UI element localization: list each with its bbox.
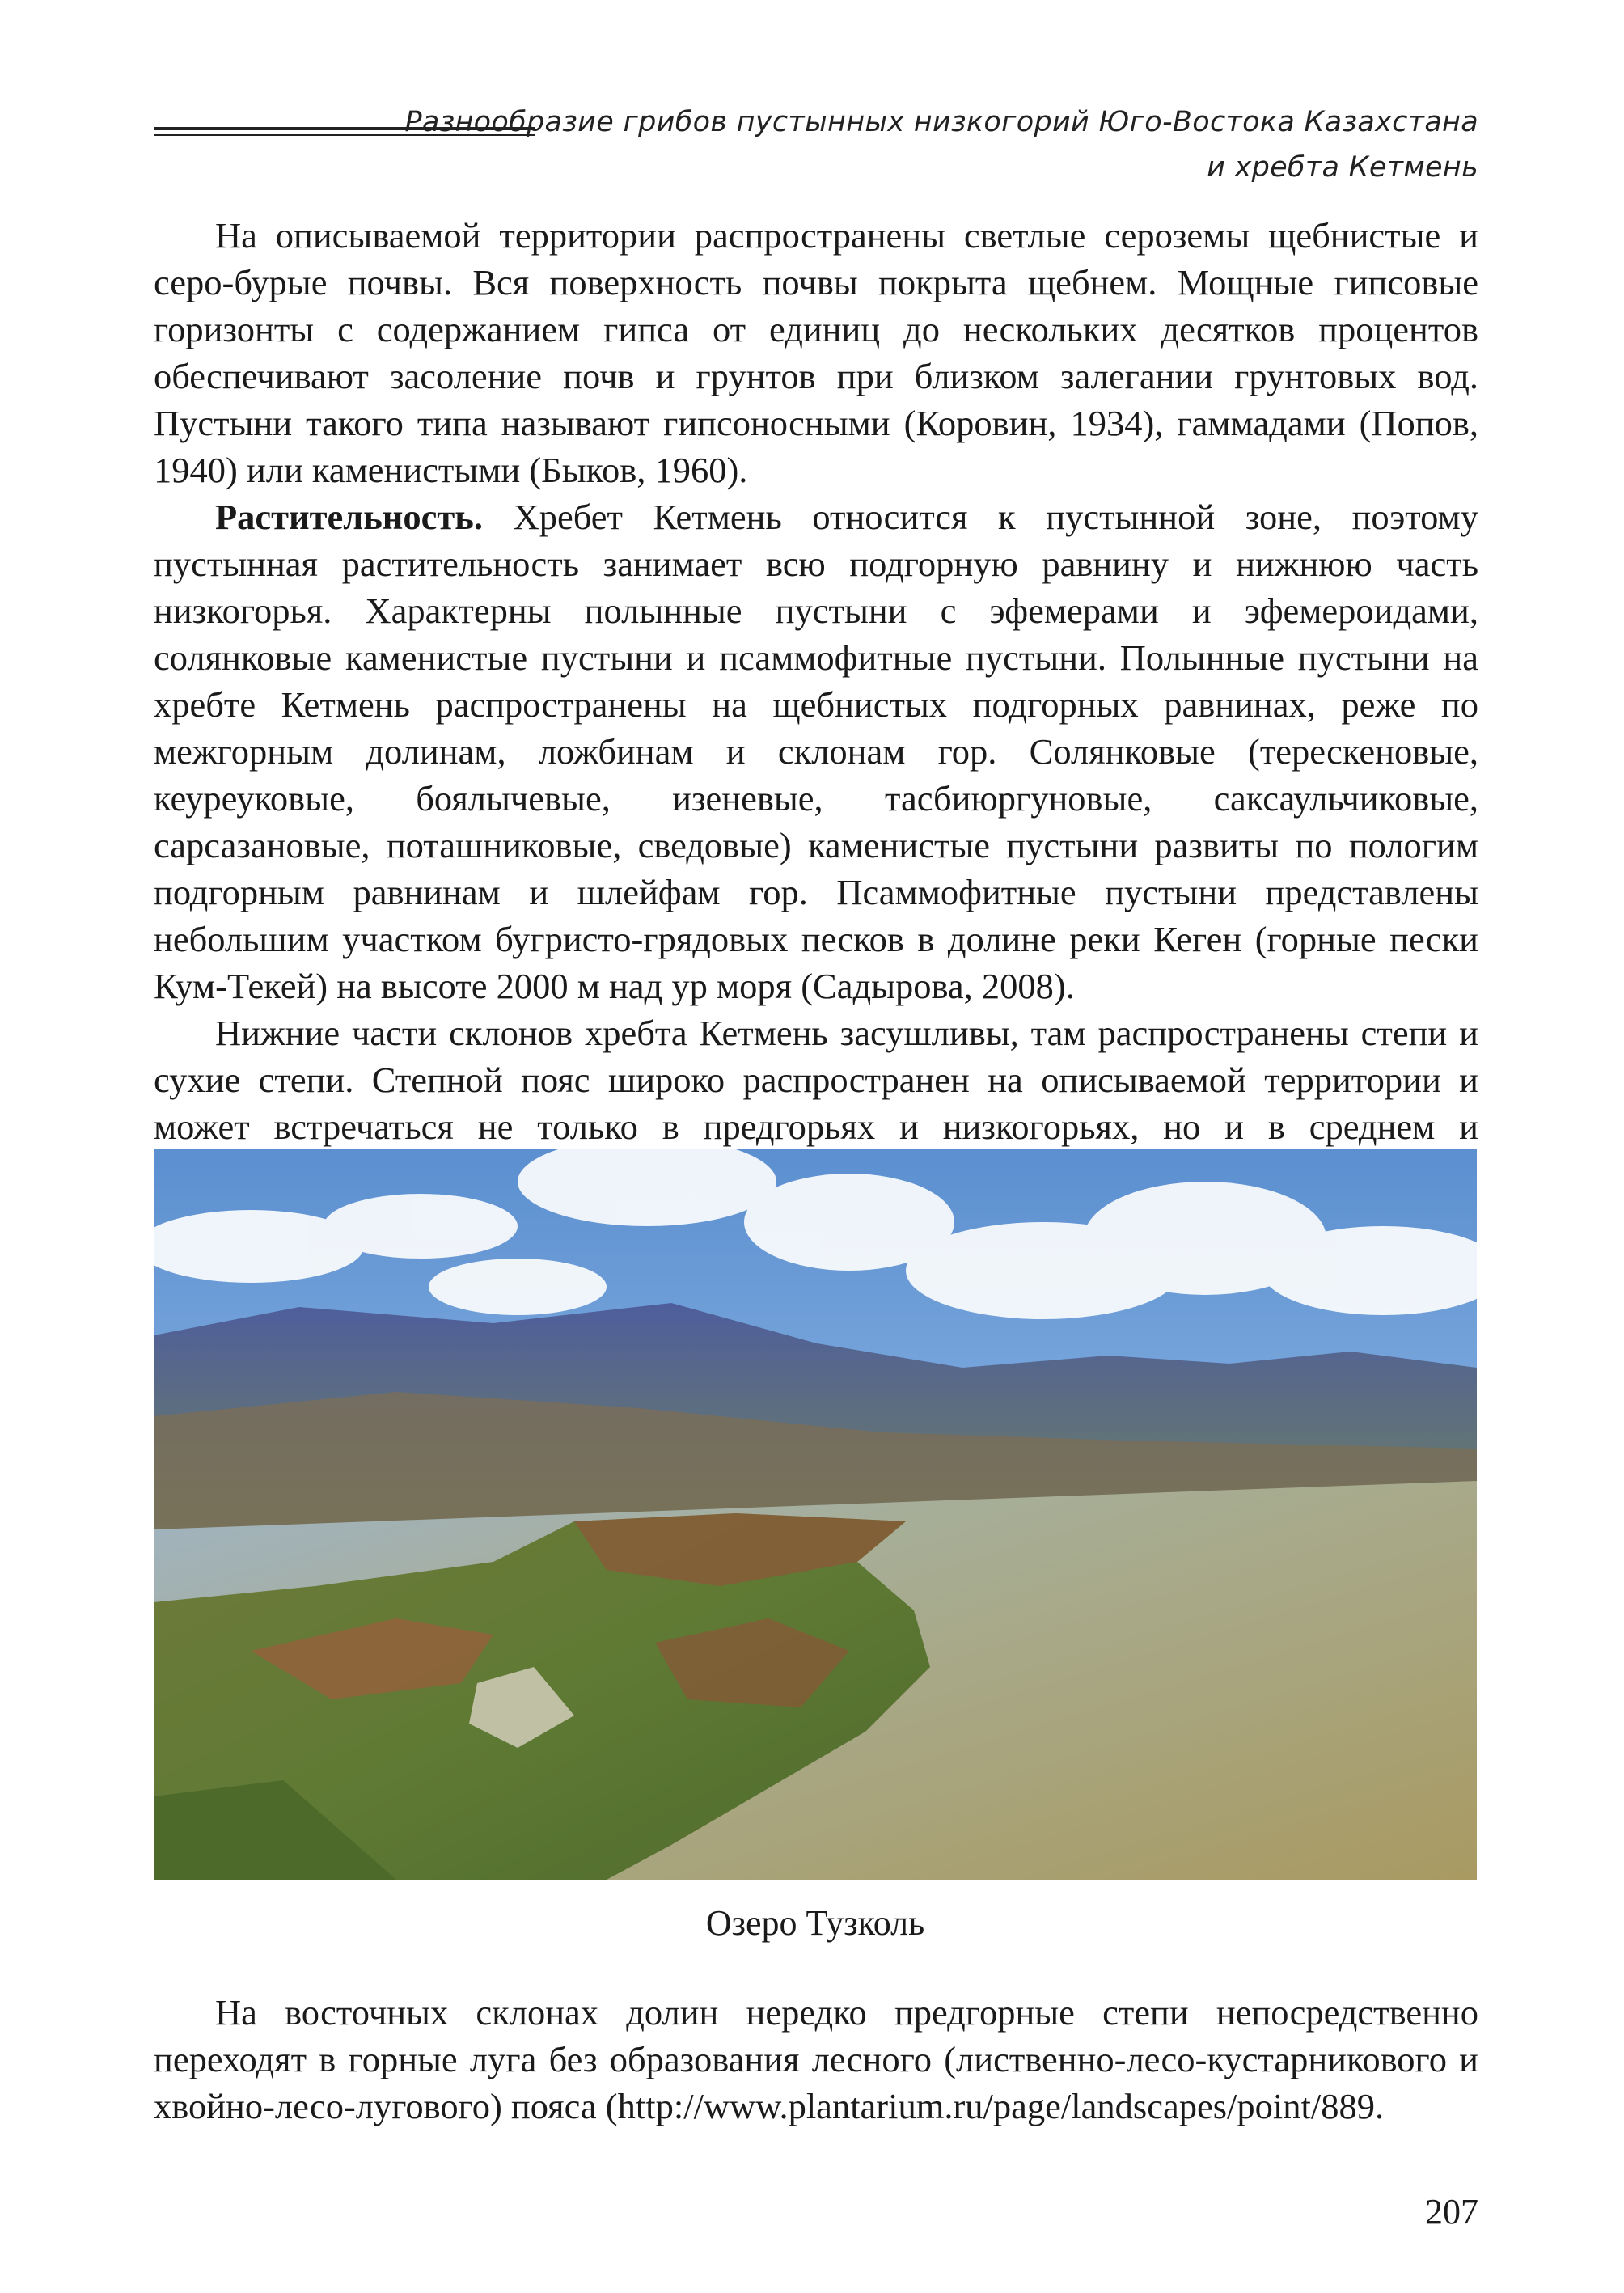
figure-caption: Озеро Тузколь <box>705 1903 925 1943</box>
paragraph-vegetation <box>154 493 1478 1009</box>
paragraph-lead-vegetation: Растительность. <box>215 497 483 537</box>
body-text-bottom <box>154 1989 1478 2130</box>
paragraph-steppe: Нижние части склонов хребта Кетмень засушливы, там распространены степи и сухие степи. Степной пояс широко распространен на описываемой территории и может встречаться не только в предгорьях и низкогорьях, но и в среднем и <box>154 1013 1478 1147</box>
paragraph-meadows: На восточных склонах долин нередко предгорные степи непосредственно переходят в горные луга без образования лесного (лиственно-лесо-кустарникового и хвойно-лесо-лугового) пояса (http://www.plantarium.ru/page/landscapes/point/889. <box>154 1992 1478 2126</box>
running-header-line-1: Разнообразие грибов пустынных низкогорий Юго-Востока Казахстана <box>404 106 1478 138</box>
lake-photo <box>154 1149 1477 1880</box>
paragraph-vegetation-text: Хребет Кетмень относится к пустынной зоне, поэтому пустынная растительность занимает всю подгорную равнину и нижнюю часть низкогорья. Характерны полынные пустыни с эфемерами и эфемероидами, солянковые каменистые пустыни и псаммофитные пустыни. Полынные пустыни на хребте Кетмень распространены на щебнистых подгорных равнинах, реже по межгорным долинам, ложбинам и склонам гор. Солянковые (терескеновые, кеуреуковые, боялычевые, изеневые, тасбиюргуновые, саксаульчиковые, сарсазановые, поташниковые, сведовые) каменистые пустыни развиты по пологим подгорным равнинам и шлейфам гор. Псаммофитные пустыни представлены небольшим участком бугристо-грядовых песков в долине реки Кеген (горные пески Кум-Текей) на высоте 2000 м над ур моря (Садырова, 2008). <box>154 497 1478 1006</box>
running-header-line-2: и хребта Кетмень <box>1207 151 1478 184</box>
paragraph-soils: На описываемой территории распространены светлые сероземы щебнистые и серо-бурые почвы. Вся поверхность почвы покрыта щебнем. Мощные гипсовые горизонты с содержанием гипса от единиц до нескольких десятков процентов обеспечивают засоление почв и грунтов при близком залегании грунтовых вод. Пустыни такого типа называют гипсоносными (Коровин, 1934), гаммадами (Попов, 1940) или каменистыми (Быков, 1960). <box>154 215 1478 490</box>
page-number: 207 <box>1425 2192 1478 2232</box>
body-text-top <box>154 212 1478 1197</box>
